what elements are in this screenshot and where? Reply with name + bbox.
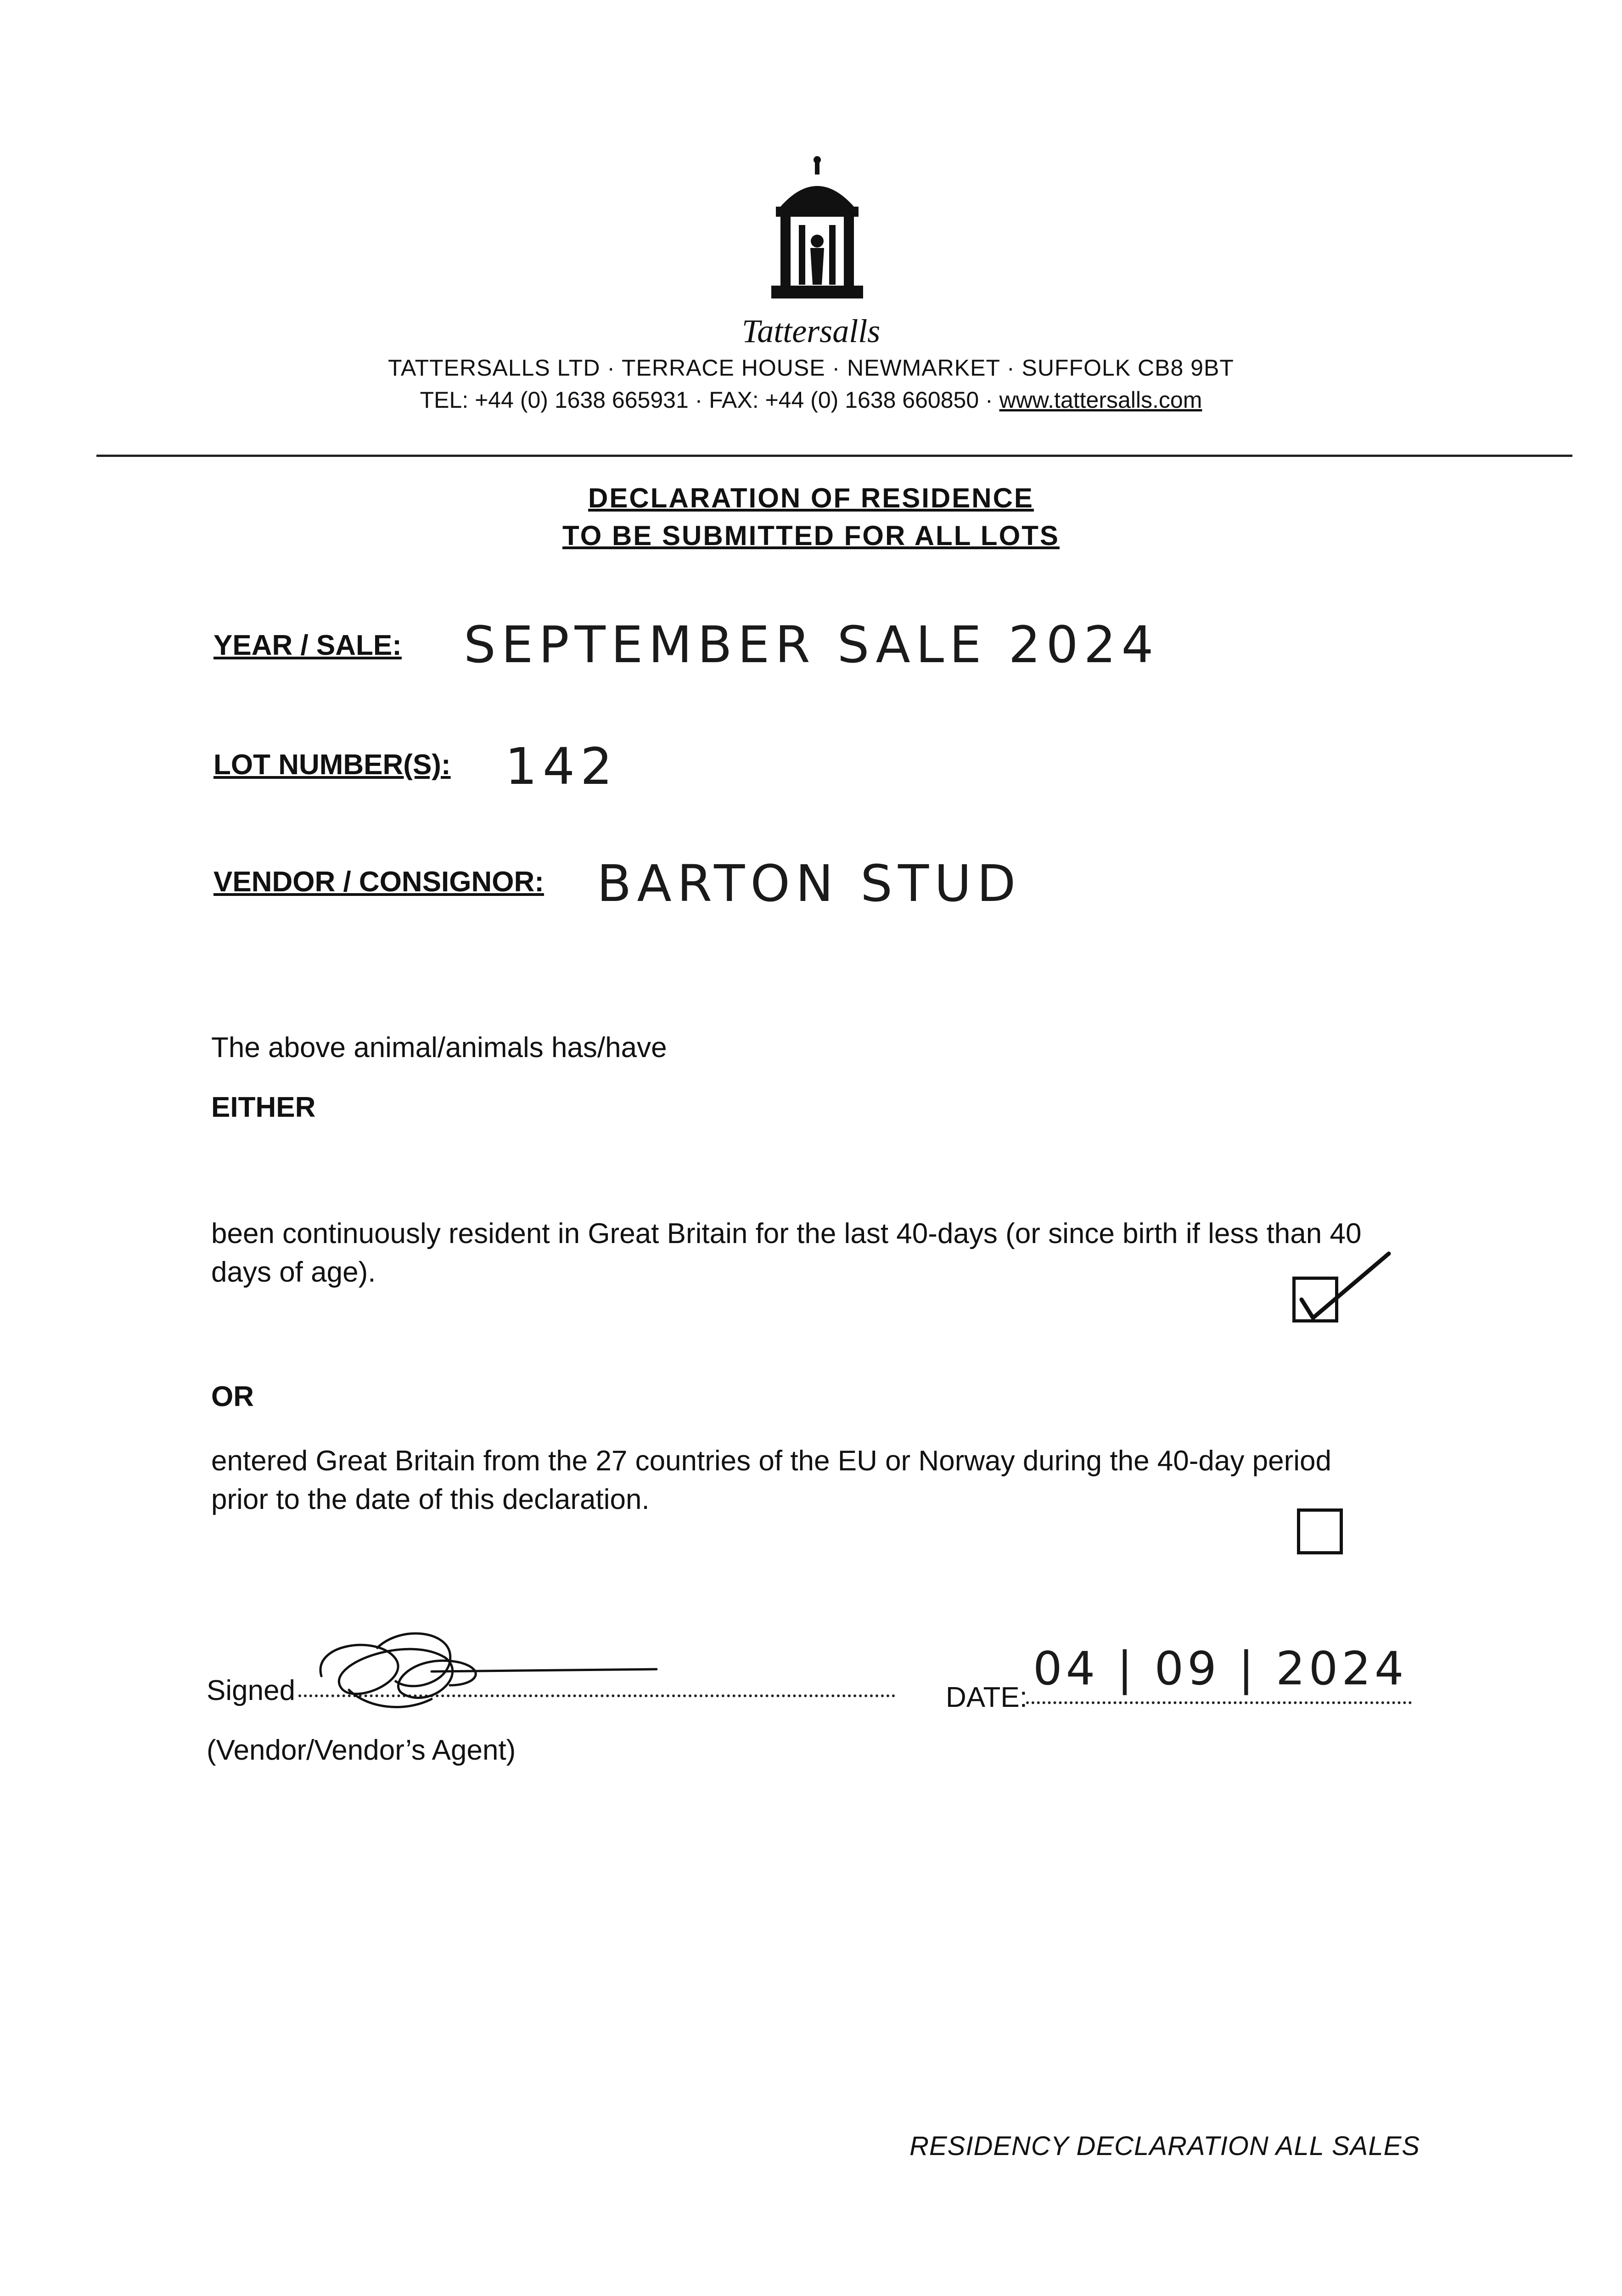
header-divider xyxy=(96,455,1572,457)
option2-text xyxy=(211,1442,1451,1519)
website-link[interactable]: www.tattersalls.com xyxy=(999,387,1202,413)
tattersalls-logo xyxy=(767,156,868,308)
date-value[interactable]: 04 | 09 | 2024 xyxy=(1033,1642,1408,1695)
vendor-value[interactable]: BARTON STUD xyxy=(597,854,1021,913)
option2-line2: prior to the date of this declaration. xyxy=(211,1484,650,1515)
date-line xyxy=(1026,1701,1412,1704)
document-subtitle: TO BE SUBMITTED FOR ALL LOTS xyxy=(562,520,1060,551)
option1-line1: been continuously resident in Great Britain for the last 40-days (or since birth if less than 40 xyxy=(211,1218,1362,1249)
company-address: TATTERSALLS LTD · TERRACE HOUSE · NEWMARKET · SUFFOLK CB8 9BT xyxy=(388,355,1234,381)
option1-text xyxy=(211,1215,1451,1292)
contact-line xyxy=(0,387,1622,413)
document-title: DECLARATION OF RESIDENCE xyxy=(588,483,1034,513)
lot-number-label: LOT NUMBER(S): xyxy=(213,749,451,781)
option1-line2: days of age). xyxy=(211,1256,376,1288)
signer-role: (Vendor/Vendor’s Agent) xyxy=(207,1734,516,1766)
either-label: EITHER xyxy=(211,1092,316,1123)
vendor-label: VENDOR / CONSIGNOR: xyxy=(213,866,544,898)
or-label: OR xyxy=(211,1381,254,1412)
contact-details: TEL: +44 (0) 1638 665931 · FAX: +44 (0) 1638 660850 · xyxy=(420,387,999,413)
signature-scribble[interactable] xyxy=(294,1616,661,1722)
form-footer: RESIDENCY DECLARATION ALL SALES xyxy=(909,2131,1420,2161)
date-label: DATE: xyxy=(946,1682,1027,1713)
brand-name: Tattersalls xyxy=(741,313,881,349)
statement-intro: The above animal/animals has/have xyxy=(211,1032,667,1064)
option2-checkbox[interactable] xyxy=(1297,1508,1343,1554)
checkmark-icon xyxy=(1292,1249,1393,1327)
year-sale-value[interactable]: SEPTEMBER SALE 2024 xyxy=(464,615,1159,674)
year-sale-label: YEAR / SALE: xyxy=(213,630,402,661)
option2-line1: entered Great Britain from the 27 countries of the EU or Norway during the 40-day period xyxy=(211,1445,1331,1477)
signed-label: Signed xyxy=(207,1675,296,1706)
lot-number-value[interactable]: 142 xyxy=(505,737,618,796)
